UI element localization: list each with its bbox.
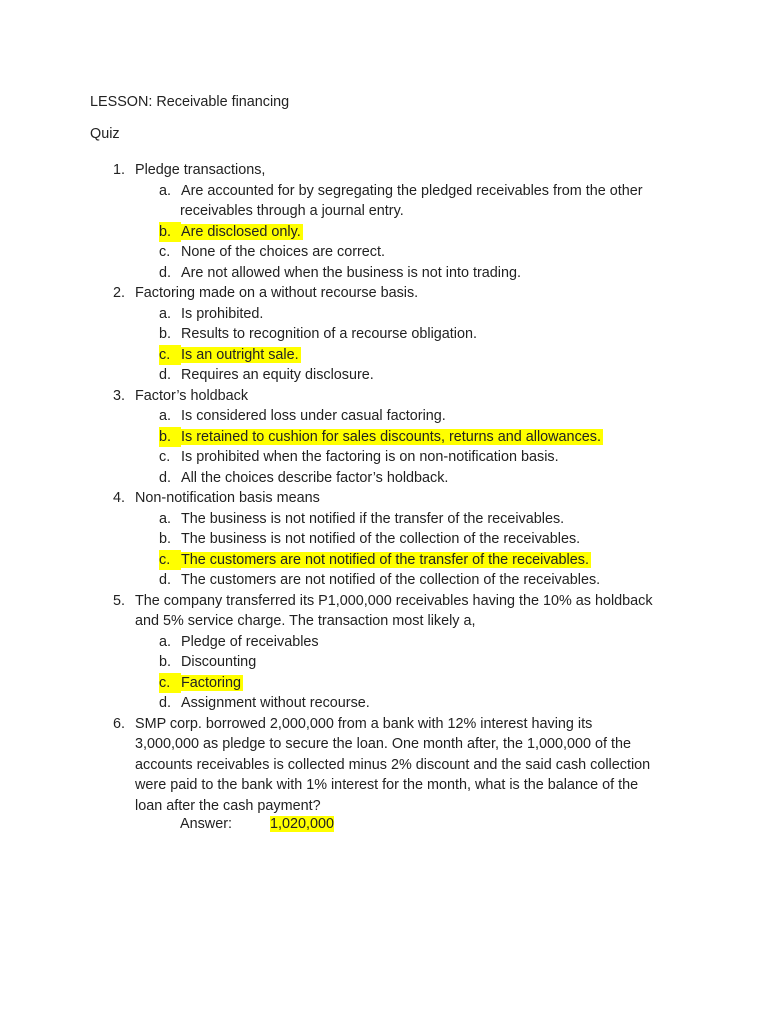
- choice-text: The business is not notified of the collection of the receivables.: [181, 531, 581, 547]
- question-line: [113, 160, 265, 180]
- question-text: loan after the cash payment?: [135, 798, 321, 814]
- choice-letter: d.: [159, 265, 172, 281]
- question-line: [135, 796, 321, 816]
- answer-label: Answer:: [180, 816, 232, 832]
- choice-line: [159, 427, 603, 447]
- choice-letter: b.: [159, 427, 181, 447]
- choice-line: [159, 406, 446, 426]
- choice-line: [159, 222, 303, 242]
- question-line: [113, 591, 653, 611]
- choice-letter: c.: [159, 550, 181, 570]
- question-line: [113, 283, 418, 303]
- choice-line: [159, 652, 256, 672]
- choice-letter: c.: [159, 673, 181, 693]
- choice-letter: b.: [159, 222, 181, 242]
- correct-choice-text: Factoring: [181, 675, 241, 691]
- choice-text: Results to recognition of a recourse obligation.: [181, 326, 477, 342]
- choice-letter: d.: [159, 470, 172, 486]
- question-line: [113, 386, 248, 406]
- choice-text: The business is not notified if the transfer of the receivables.: [181, 511, 565, 527]
- choice-line: [159, 468, 448, 488]
- choice-text: The customers are not notified of the collection of the receivables.: [181, 572, 601, 588]
- answer-highlight: 1,020,000: [270, 816, 335, 832]
- correct-choice-text: Are disclosed only.: [181, 224, 301, 240]
- choice-text: Requires an equity disclosure.: [181, 367, 374, 383]
- correct-choice-text: Is retained to cushion for sales discounts, returns and allowances.: [181, 429, 601, 445]
- correct-choice-text: Is an outright sale.: [181, 347, 299, 363]
- choice-line: [159, 529, 580, 549]
- question-line: [135, 611, 475, 631]
- choice-text: receivables through a journal entry.: [180, 203, 404, 219]
- question-text: and 5% service charge. The transaction most likely a,: [135, 613, 476, 629]
- choice-line: [159, 570, 600, 590]
- choice-letter: b.: [159, 326, 172, 342]
- choice-letter: a.: [159, 634, 172, 650]
- choice-line: [159, 345, 301, 365]
- question-number: 6.: [113, 716, 126, 732]
- choice-letter: d.: [159, 572, 172, 588]
- choice-line: [159, 447, 559, 467]
- question-number: 5.: [113, 593, 126, 609]
- question-text: Factor’s holdback: [135, 388, 249, 404]
- choice-letter: a.: [159, 408, 172, 424]
- choice-text: All the choices describe factor’s holdback.: [181, 470, 449, 486]
- choice-text: Is considered loss under casual factoring.: [181, 408, 446, 424]
- choice-line: [159, 242, 385, 262]
- question-text: SMP corp. borrowed 2,000,000 from a bank with 12% interest having its: [135, 716, 593, 732]
- choice-letter: b.: [159, 654, 172, 670]
- choice-letter: d.: [159, 695, 172, 711]
- question-number: 4.: [113, 490, 126, 506]
- question-text: 3,000,000 as pledge to secure the loan. One month after, the 1,000,000 of the: [135, 736, 632, 752]
- question-text: Non-notification basis means: [135, 490, 320, 506]
- choice-text: Are accounted for by segregating the pledged receivables from the other: [181, 183, 643, 199]
- choice-text: Pledge of receivables: [181, 634, 319, 650]
- answer-value: [270, 814, 334, 834]
- choice-letter: c.: [159, 345, 181, 365]
- choice-letter: a.: [159, 511, 172, 527]
- choice-text: Is prohibited.: [181, 306, 264, 322]
- correct-choice-text: The customers are not notified of the transfer of the receivables.: [181, 552, 589, 568]
- question-line: [135, 734, 631, 754]
- choice-line: [159, 693, 370, 713]
- question-line: [113, 488, 320, 508]
- choice-line: [159, 673, 243, 693]
- question-text: Factoring made on a without recourse basis.: [135, 285, 419, 301]
- question-text: accounts receivables is collected minus 2% discount and the said cash collection: [135, 757, 651, 773]
- question-text: Pledge transactions,: [135, 162, 266, 178]
- choice-letter: c.: [159, 449, 171, 465]
- choice-letter: a.: [159, 306, 172, 322]
- choice-line: [159, 263, 521, 283]
- choice-line: [159, 181, 643, 201]
- choice-line: [159, 632, 319, 652]
- choice-text: Are not allowed when the business is not into trading.: [181, 265, 521, 281]
- question-number: 2.: [113, 285, 126, 301]
- choice-line: [159, 550, 591, 570]
- question-line: [135, 755, 650, 775]
- choice-text: None of the choices are correct.: [181, 244, 385, 260]
- choice-text: Is prohibited when the factoring is on non-notification basis.: [181, 449, 559, 465]
- choice-line: [180, 201, 404, 221]
- choice-letter: b.: [159, 531, 172, 547]
- choice-line: [159, 365, 374, 385]
- choice-line: [159, 509, 564, 529]
- choice-letter: d.: [159, 367, 172, 383]
- choice-letter: a.: [159, 183, 172, 199]
- lesson-title: LESSON: Receivable financing: [90, 94, 290, 110]
- choice-letter: c.: [159, 244, 171, 260]
- question-number: 3.: [113, 388, 126, 404]
- choice-line: [159, 304, 263, 324]
- choice-line: [159, 324, 477, 344]
- question-text: were paid to the bank with 1% interest for the month, what is the balance of the: [135, 777, 639, 793]
- question-text: The company transferred its P1,000,000 receivables having the 10% as holdback: [135, 593, 653, 609]
- question-number: 1.: [113, 162, 126, 178]
- choice-text: Discounting: [181, 654, 257, 670]
- question-line: [135, 775, 638, 795]
- question-line: [113, 714, 592, 734]
- quiz-heading: Quiz: [90, 126, 120, 142]
- choice-text: Assignment without recourse.: [181, 695, 370, 711]
